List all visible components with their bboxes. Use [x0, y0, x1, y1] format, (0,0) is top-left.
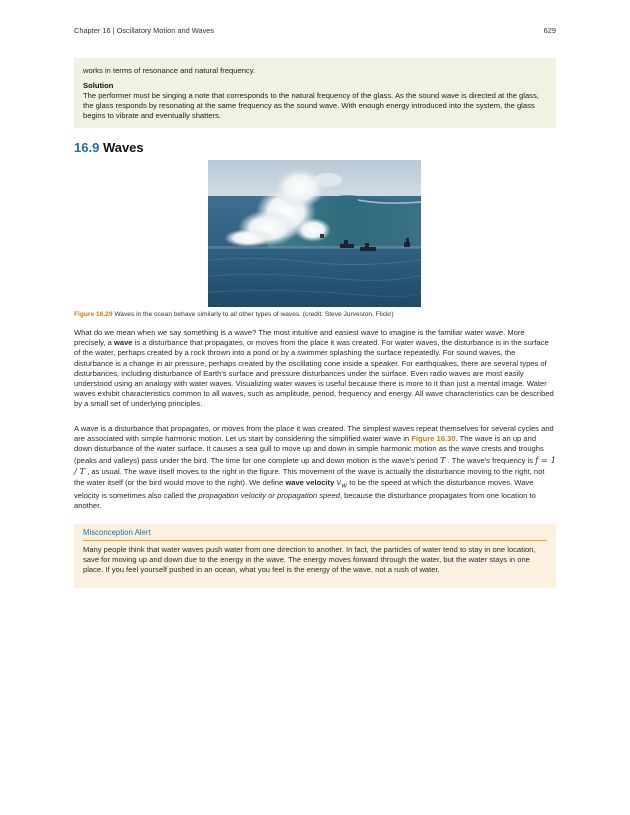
solution-heading: Solution: [83, 81, 114, 90]
example-solution-box: [74, 58, 556, 128]
page-number: 629: [543, 26, 556, 35]
paragraph-simple-wave: [74, 424, 556, 511]
figure-label: Figure 16.29: [74, 311, 113, 318]
ocean-wave-illustration: [208, 160, 421, 307]
math-wave-velocity: [336, 477, 348, 490]
paragraph-what-is-wave: [74, 328, 556, 410]
figure-16-30-link[interactable]: Figure 16.30: [411, 434, 456, 444]
math-v: v: [336, 477, 342, 488]
term-wave-velocity: wave velocity: [285, 478, 335, 488]
example-intro: works in terms of resonance and natural frequency.: [83, 66, 256, 75]
p2-text-1: A wave is a disturbance that propagates, or moves from the place it was created. The simplest waves repeat themselves for several cycles and are associated with simple harmonic motion. Let us start by considering the simplified water wave in: [74, 424, 554, 444]
term-propagation-velocity: propagation velocity or propagation speed: [198, 490, 340, 500]
alert-title: Misconception Alert: [83, 528, 151, 537]
p1-text-start: What do we mean when we say something is a wave? The most intuitive and easiest wave to imagine is the familiar water wave. More precisely, a: [74, 328, 525, 348]
alert-text: Many people think that water waves push water from one direction to another. In fact, the particles of water tend to stay in one location, save for moving up and down due to the energy in the wave. The energy moves forward through the water, but the water stays in one place. If you feel yourself pushed in an ocean, what you feel is the energy of the wave, not a rush of water.: [83, 545, 536, 574]
p2-text-4: , as usual. The wave itself moves to the right in the figure. This movement of the wave is actually the disturbance moving to the right, not the water itself (or the bird would move to the right). We define: [74, 466, 545, 488]
section-heading: [74, 140, 144, 155]
p2-text-6: , because the disturbance propagates from one location to another.: [74, 490, 536, 511]
page-header: [74, 26, 556, 38]
math-frequency-formula: f = 1 / T: [74, 454, 556, 476]
chapter-title: Chapter 16 | Oscillatory Motion and Waves: [74, 26, 215, 35]
ocean-wave-photo: [208, 160, 421, 307]
section-title: Waves: [102, 140, 144, 155]
math-w-subscript: w: [341, 481, 348, 490]
p2-text-5: to be the speed at which the disturbance moves. Wave velocity is sometimes also called the: [74, 478, 534, 500]
math-period-T: T: [440, 454, 446, 465]
section-number: 16.9: [74, 140, 100, 155]
solution-text: The performer must be singing a note that corresponds to the natural frequency of the glass. As the sound wave is directed at the glass, the glass responds by resonating at the same frequency as the sound wave. With enough energy introduced into the system, the glass begins to vibrate and eventually shatters.: [83, 91, 539, 120]
figure-caption-text: Waves in the ocean behave similarly to all other types of waves. (credit: Steve Jurveston, Flickr): [114, 311, 394, 318]
p2-text-2: . The wave is an up and down disturbance of the water surface. It causes a sea gull to move up and down in simple harmonic motion as the wave crests and troughs (peaks and valleys) pass under the bird. The time for one complete up and down motion is the wave's period: [74, 434, 544, 465]
alert-divider: [83, 540, 547, 541]
figure-caption: [74, 311, 394, 318]
misconception-alert-box: [74, 524, 556, 588]
p2-text-3: . The wave's frequency is: [445, 455, 536, 465]
term-wave: wave: [113, 338, 133, 348]
p1-text-rest: is a disturbance that propagates, or moves from the place it was created. For water waves, the disturbance is in the surface of the water, perhaps created by a rock thrown into a pond or by a swimmer splashing the surface repeatedly. For sound waves, the disturbance is a change in air pressure, perhaps created by the oscillating cone inside a speaker. For earthquakes, there are several types of disturbances, including disturbance of Earth's surface and pressure disturbances under the surface. Even radio waves are most easily understood using an analogy with water waves. Visualizing water waves is useful because there is more to it than just a mental image. Water waves exhibit characteristics common to all waves, such as amplitude, period, frequency and energy. All wave characteristics can be described by a small set of underlying principles.: [74, 338, 554, 409]
